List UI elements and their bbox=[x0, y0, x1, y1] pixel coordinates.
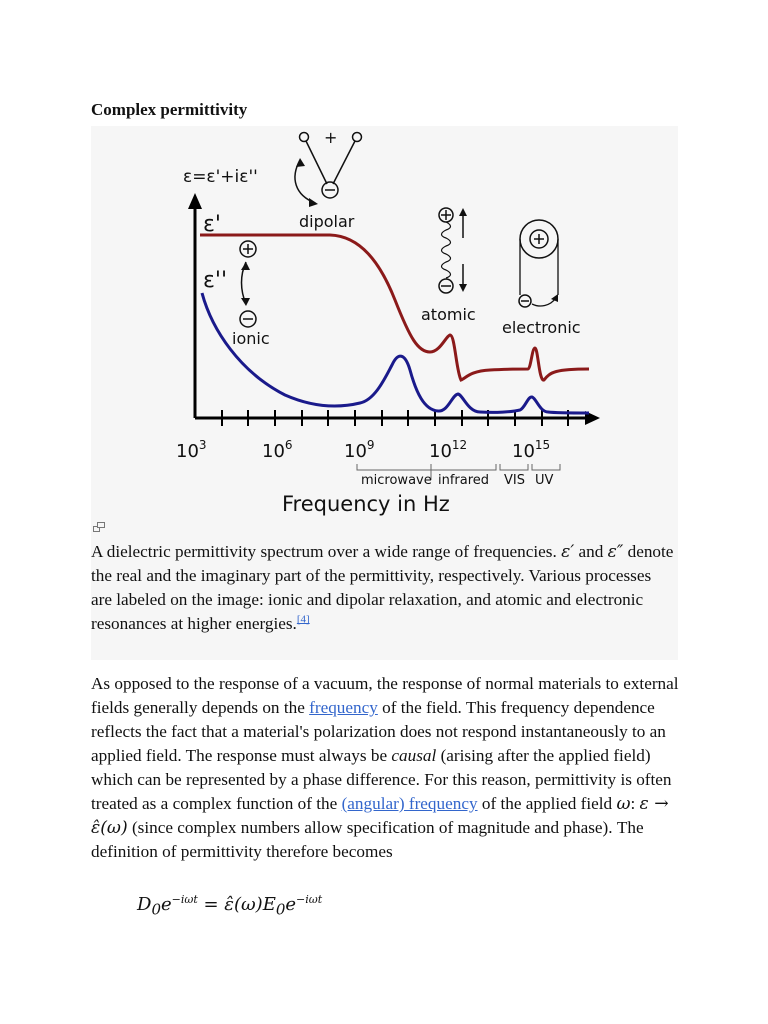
causal-term: causal bbox=[391, 746, 437, 765]
dipolar-label: dipolar bbox=[299, 212, 355, 231]
reference-link-4[interactable]: [4] bbox=[296, 613, 310, 626]
band-infrared: infrared bbox=[438, 473, 490, 488]
electronic-label: electronic bbox=[502, 318, 581, 337]
real-part-label: ε' bbox=[203, 212, 221, 237]
band-microwave: microwave bbox=[361, 473, 432, 488]
equation-label: ε=ε'+iε'' bbox=[183, 167, 258, 187]
tick-label-1e6: $10^6$ bbox=[262, 438, 293, 462]
frequency-link[interactable]: frequency bbox=[309, 698, 378, 717]
tick-label-1e3: $10^3$ bbox=[176, 438, 207, 462]
atomic-label: atomic bbox=[421, 305, 476, 324]
angular-frequency-link[interactable]: (angular) frequency bbox=[341, 794, 478, 813]
figure-thumbnail bbox=[91, 126, 678, 660]
x-axis-title: Frequency in Hz bbox=[282, 492, 450, 516]
dipole-atom-left-icon bbox=[300, 133, 309, 142]
ionic-label: ionic bbox=[232, 329, 270, 348]
section-heading: Complex permittivity bbox=[91, 100, 248, 119]
epsilon-double-prime-symbol: ε″ bbox=[607, 542, 624, 562]
permittivity-definition-formula: $D_0e^{-i\omega t}$ = $\varepsilon̂(\omega)E_0e^{-i\omega t}$ bbox=[137, 893, 323, 919]
enlarge-icon[interactable] bbox=[93, 522, 105, 532]
band-uv: UV bbox=[535, 473, 554, 488]
dipole-plus-sign: + bbox=[324, 128, 338, 147]
figure-caption: A dielectric permittivity spectrum over a wide range of frequencies. ε′ and ε″ denote the real and the imaginary part of the permittivity, respectively. Various processes are labeled on the image: ionic and dipolar relaxation, and atomic and electronic resonances at higher energies.[4] bbox=[91, 542, 674, 633]
permittivity-mapping: ε → ε̂(ω) bbox=[91, 794, 669, 838]
imag-part-label: ε'' bbox=[203, 268, 227, 293]
tick-label-1e15: $10^{15}$ bbox=[512, 438, 551, 462]
body-paragraph: As opposed to the response of a vacuum, the response of normal materials to external fields generally depends on the frequency of the field. This frequency dependence reflects the fact that a material's polarization does not respond instantaneously to an applied field. The response must always be causal (arising after the applied field) which can be represented by a phase difference. For this reason, permittivity is often treated as a complex function of the (angular) frequency of the applied field ω: ε → ε̂(ω) (since complex numbers allow specification of magnitude and phase). The definition of permittivity therefore becomes bbox=[91, 674, 679, 861]
y-axis-arrow bbox=[188, 193, 202, 209]
dipole-atom-right-icon bbox=[353, 133, 362, 142]
epsilon-prime-symbol: ε′ bbox=[561, 542, 575, 562]
atomic-spring-icon bbox=[442, 222, 451, 278]
tick-label-1e9: $10^9$ bbox=[344, 438, 375, 462]
imag-part-curve bbox=[202, 293, 589, 413]
tick-label-1e12: $10^{12}$ bbox=[429, 438, 468, 462]
omega-symbol: ω bbox=[616, 794, 631, 814]
permittivity-spectrum-figure[interactable] bbox=[91, 126, 678, 526]
band-vis: VIS bbox=[504, 473, 525, 488]
